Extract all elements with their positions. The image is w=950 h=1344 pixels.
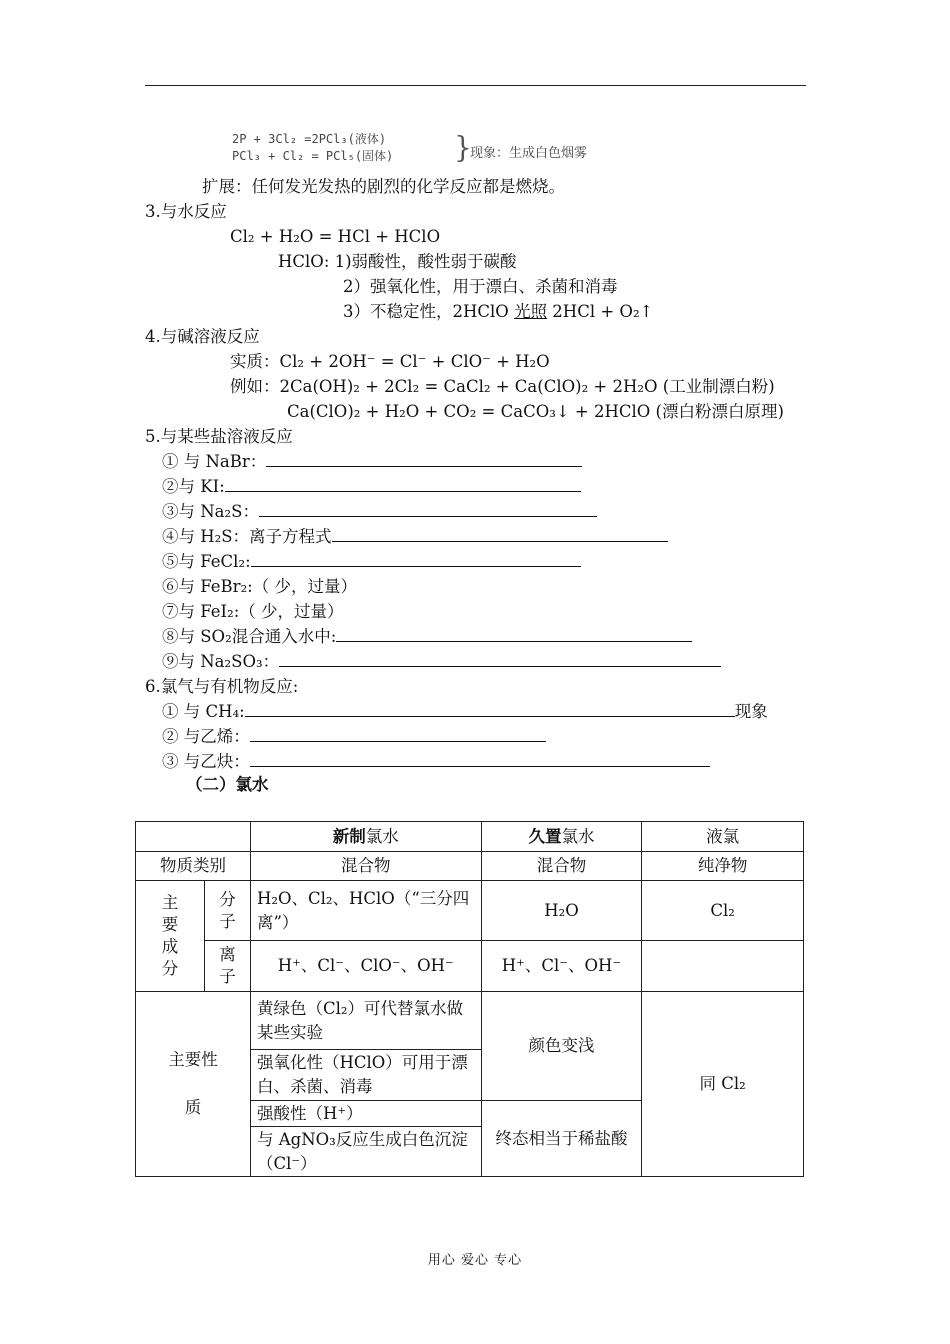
chlorine-water-table — [135, 821, 804, 1177]
organic-label: ③ 与乙炔： — [162, 752, 250, 771]
header-fresh-rest: 氯水 — [365, 826, 399, 846]
hclo-prop-3 — [343, 302, 653, 322]
alkali-example-2: Ca(ClO)₂ + H₂O + CO₂ = CaCO₃↓ + 2HClO (漂白粉漂白原理) — [287, 402, 784, 421]
salt-item — [162, 502, 597, 522]
answer-blank[interactable] — [225, 477, 581, 492]
answer-blank[interactable] — [259, 502, 597, 517]
salt-label: ④与 H₂S：离子方程式 — [162, 527, 332, 546]
property-fresh-2: 强氧化性（HClO）可用于漂白、杀菌、消毒 — [250, 1050, 481, 1101]
fragment-line-2: PCl₃ + Cl₂ = PCl₅(固体) — [232, 149, 394, 163]
salt-label: ⑤与 FeCl₂: — [162, 552, 251, 571]
header-fresh-bold: 新制 — [332, 826, 366, 846]
chlorine-water-heading: （二）氯水 — [186, 775, 269, 794]
organic-label: ① 与 CH₄: — [162, 702, 245, 721]
property-aged-a: 颜色变浅 — [481, 992, 642, 1101]
answer-blank[interactable] — [332, 527, 668, 542]
header-aged-rest: 氯水 — [561, 826, 595, 846]
molecule-fresh: H₂O、Cl₂、HClO（“三分四离”） — [250, 881, 481, 941]
salt-item: ⑥与 FeBr₂:（ 少，过量） — [162, 577, 357, 596]
hclo-prop-3-post: 2HCl + O₂↑ — [547, 302, 654, 321]
molecule-liquid: Cl₂ — [642, 881, 804, 941]
property-fresh-4: 与 AgNO₃反应生成白色沉淀（Cl⁻） — [250, 1127, 481, 1177]
class-aged: 混合物 — [481, 852, 642, 881]
salt-label: ⑧与 SO₂混合通入水中: — [162, 627, 337, 646]
answer-blank[interactable] — [250, 752, 710, 767]
section-6-title: 6.氯气与有机物反应: — [145, 677, 299, 696]
header-aged-bold: 久置 — [528, 826, 562, 846]
organic-label: ② 与乙烯： — [162, 727, 250, 746]
property-aged-b: 终态相当于稀盐酸 — [481, 1101, 642, 1177]
answer-blank[interactable] — [250, 727, 546, 742]
answer-blank[interactable] — [279, 652, 721, 667]
property-fresh-3: 强酸性（H⁺） — [250, 1101, 481, 1127]
water-equation: Cl₂ + H₂O = HCl + HClO — [230, 227, 441, 246]
hclo-prop-1: HClO: 1)弱酸性，酸性弱于碳酸 — [278, 252, 517, 271]
phenomenon-label: 现象 — [734, 702, 768, 721]
hclo-prop-2: 2）强氧化性，用于漂白、杀菌和消毒 — [343, 277, 618, 296]
header-fresh — [250, 822, 481, 852]
salt-item — [162, 552, 581, 572]
ion-liquid — [642, 941, 804, 992]
brace-icon: } — [454, 130, 472, 165]
ion-fresh: H⁺、Cl⁻、ClO⁻、OH⁻ — [250, 941, 481, 992]
salt-label: ③与 Na₂S： — [162, 502, 259, 521]
header-liquid: 液氯 — [642, 822, 804, 852]
alkali-essence: 实质：Cl₂ + 2OH⁻ = Cl⁻ + ClO⁻ + H₂O — [230, 352, 550, 371]
answer-blank[interactable] — [251, 552, 581, 567]
answer-blank[interactable] — [245, 702, 735, 717]
molecule-aged: H₂O — [481, 881, 642, 941]
salt-label: ②与 KI: — [162, 477, 225, 496]
row-label-class: 物质类别 — [136, 852, 251, 881]
answer-blank[interactable] — [266, 452, 582, 467]
header-aged — [481, 822, 642, 852]
fragment-note: 现象：生成白色烟雾 — [470, 146, 588, 161]
salt-item — [162, 627, 692, 647]
section-4-title: 4.与碱溶液反应 — [145, 327, 260, 346]
salt-item — [162, 652, 721, 672]
row-label-main-components: 主要成分 — [136, 881, 205, 992]
salt-item — [162, 527, 668, 547]
property-liquid: 同 Cl₂ — [642, 992, 804, 1177]
organic-item — [162, 752, 710, 772]
salt-item: ⑦与 FeI₂:（ 少，过量） — [162, 602, 344, 621]
expand-text: 扩展：任何发光发热的剧烈的化学反应都是燃烧。 — [202, 177, 565, 196]
salt-label: ① 与 NaBr： — [162, 452, 267, 471]
organic-item — [162, 727, 546, 747]
header-rule — [145, 85, 806, 86]
row-label-main-properties: 主要性质 — [136, 992, 251, 1177]
section-3-title: 3.与水反应 — [145, 202, 227, 221]
salt-item — [162, 477, 581, 497]
alkali-example-1: 例如：2Ca(OH)₂ + 2Cl₂ = CaCl₂ + Ca(ClO)₂ + 2H₂O (工业制漂白粉) — [230, 377, 775, 396]
row-label-ion: 离子 — [204, 941, 250, 992]
ion-aged: H⁺、Cl⁻、OH⁻ — [481, 941, 642, 992]
page-footer: 用心 爱心 专心 — [427, 1253, 523, 1268]
class-liquid: 纯净物 — [642, 852, 804, 881]
light-condition: 光照 — [514, 302, 548, 321]
fragment-line-1: 2P + 3Cl₂ =2PCl₃(液体) — [232, 132, 387, 146]
property-fresh-1: 黄绿色（Cl₂）可代替氯水做某些实验 — [250, 992, 481, 1050]
organic-item — [162, 702, 768, 722]
hclo-prop-3-pre: 3）不稳定性，2HClO — [343, 302, 515, 321]
section-5-title: 5.与某些盐溶液反应 — [145, 427, 293, 446]
answer-blank[interactable] — [336, 627, 692, 642]
corner-cell — [136, 822, 251, 852]
salt-label: ⑨与 Na₂SO₃： — [162, 652, 280, 671]
salt-item — [162, 452, 582, 472]
row-label-molecule: 分子 — [204, 881, 250, 941]
class-fresh: 混合物 — [250, 852, 481, 881]
